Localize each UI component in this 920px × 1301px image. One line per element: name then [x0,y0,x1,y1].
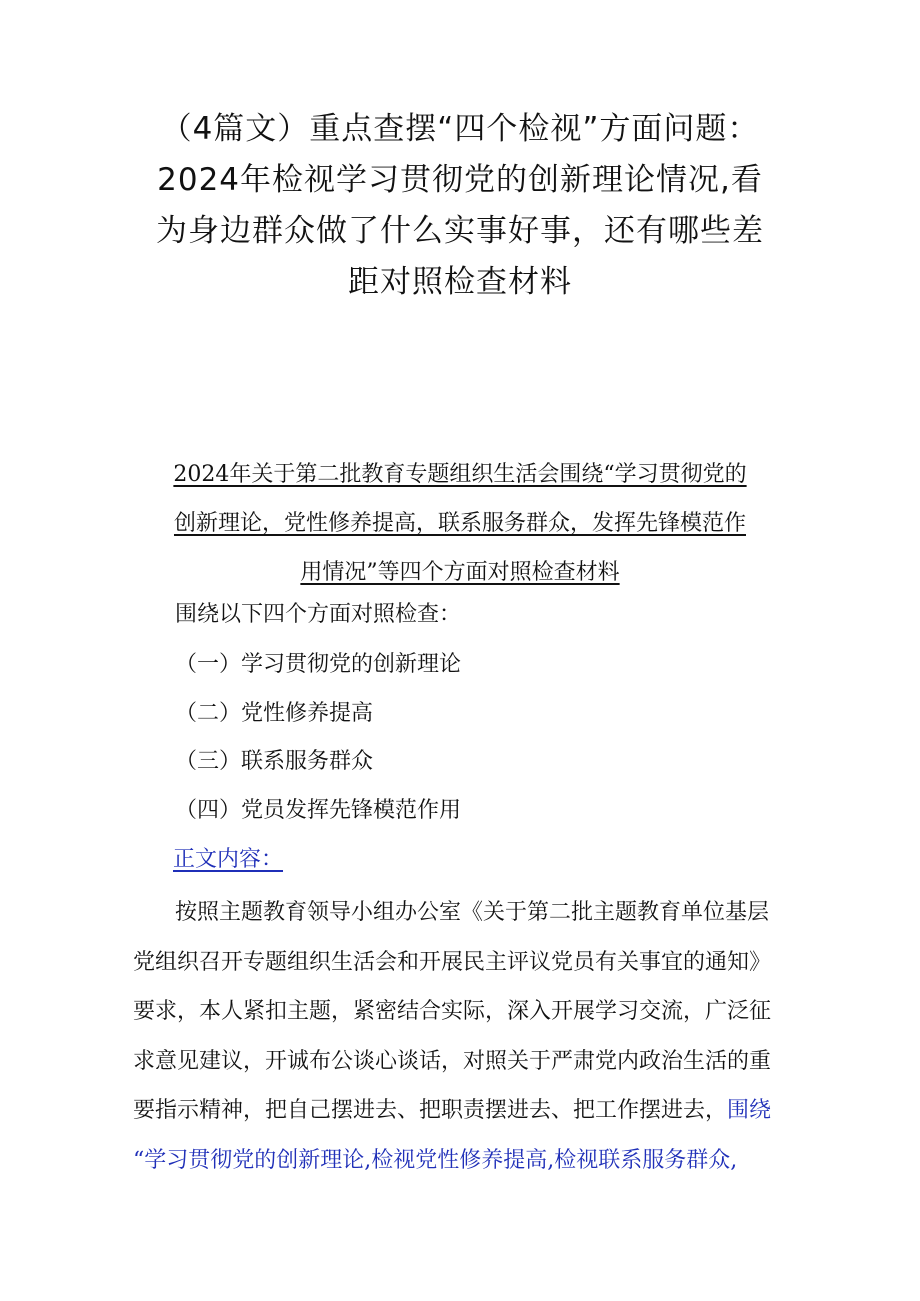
highlighted-line: “学习贯彻党的创新理论,检视党性修养提高,检视联系服务群众, [133,1147,738,1173]
subtitle-line: 用情况”等四个方面对照检查材料 [300,560,620,585]
paragraph-line: 按照主题教育领导小组办公室《关于第二批主题教育单位基层 [175,900,770,925]
paragraph-segment: 要指示精神，把自己摆进去、把职责摆进去、把工作摆进去， [133,1098,728,1123]
subtitle-line: 创新理论，党性修养提高，联系服务群众，发挥先锋模范作 [173,511,746,536]
document-title [130,104,790,308]
list-item: （一）学习贯彻党的创新理论 [175,652,462,677]
body-paragraph [133,888,793,1185]
list-item: （四）党员发挥先锋模范作用 [175,798,462,823]
title-line: （4篇文）重点查摆“四个检视”方面问题： [160,111,760,147]
title-line: 为身边群众做了什么实事好事，还有哪些差 [156,213,764,249]
highlighted-segment: 围绕 [727,1098,772,1123]
paragraph-line: 党组织召开专题组织生活会和开展民主评议党员有关事宜的通知》 [133,949,772,975]
list-item: （二）党性修养提高 [175,701,374,726]
paragraph-line: 求意见建议，开诚布公谈心谈话，对照关于严肃党内政治生活的重 [133,1048,772,1074]
title-line: 距对照检查材料 [348,264,572,300]
document-subtitle [130,450,790,597]
list-item: （三）联系服务群众 [175,749,374,774]
subtitle-line: 2024年关于第二批教育专题组织生活会围绕“学习贯彻党的 [173,462,747,487]
paragraph-line: 要求，本人紧扣主题，紧密结合实际，深入开展学习交流，广泛征 [133,999,772,1024]
body-content-label: 正文内容： [173,847,284,872]
intro-text: 围绕以下四个方面对照检查： [175,602,462,627]
paragraph-line [133,1086,793,1136]
title-line: 2024年检视学习贯彻党的创新理论情况,看 [157,162,763,198]
